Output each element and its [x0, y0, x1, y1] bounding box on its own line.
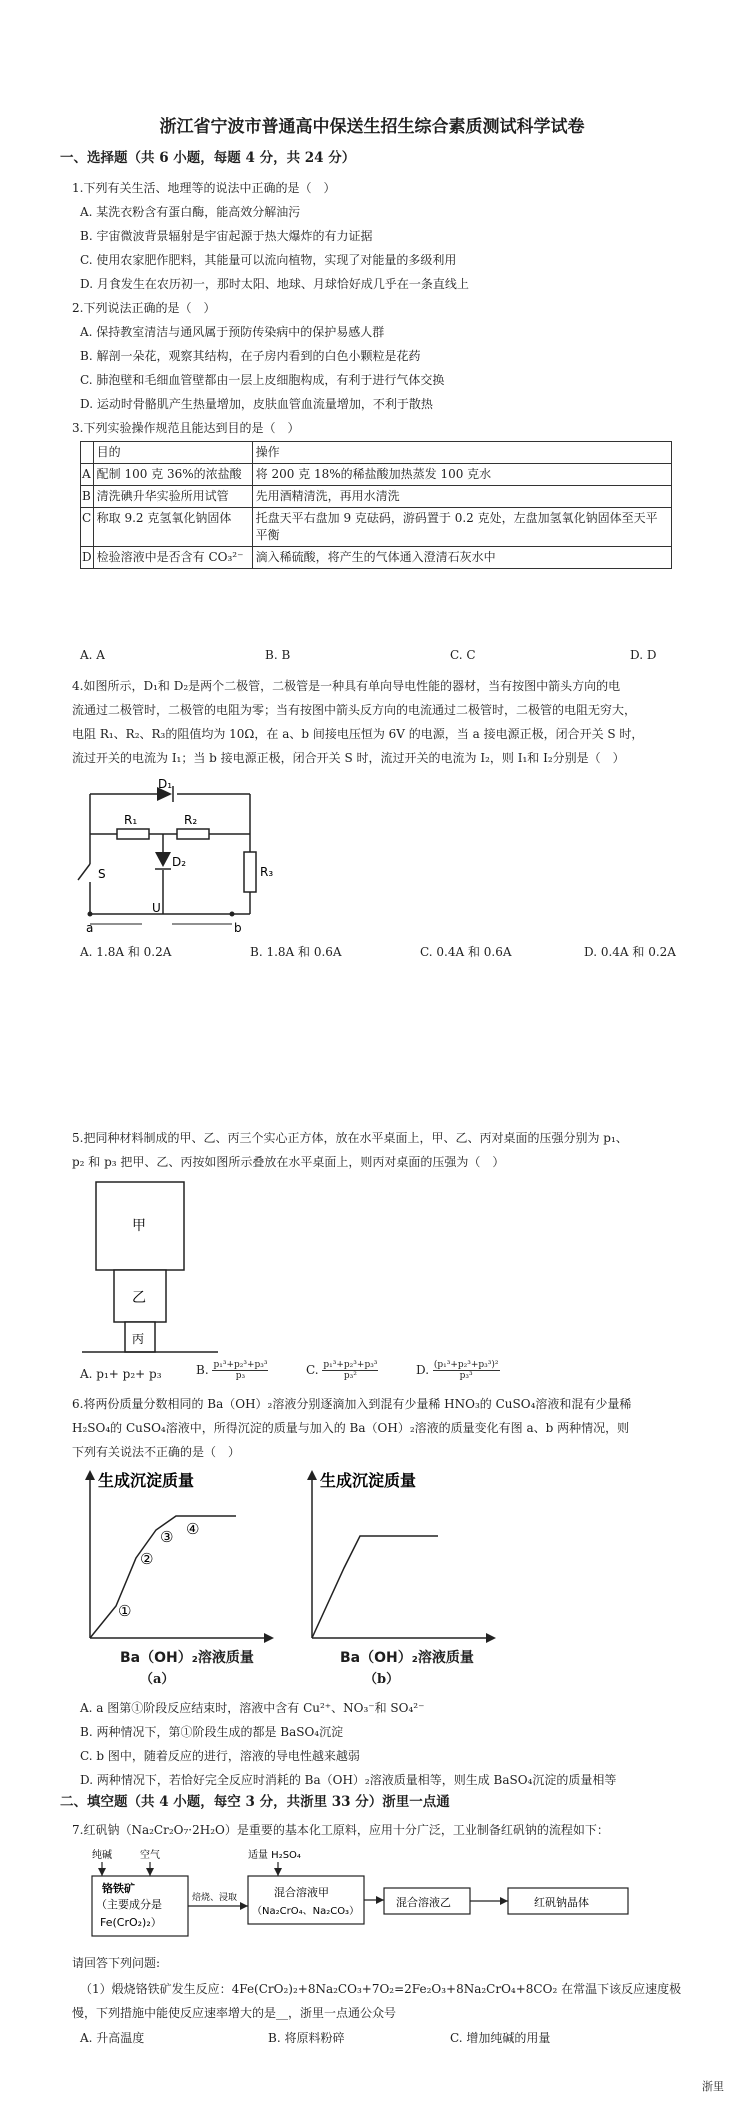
- q6-option-a: A. a 图第①阶段反应结束时，溶液中含有 Cu²⁺、NO₃⁻和 SO₄²⁻: [80, 1701, 425, 1715]
- q3-table: [80, 441, 672, 569]
- q5-option-b: [196, 1360, 268, 1381]
- page-title: 浙江省宁波市普通高中保送生招生综合素质测试科学试卷: [159, 117, 585, 137]
- q4-option-b: B. 1.8A 和 0.6A: [250, 945, 342, 959]
- terminal-a-icon: [88, 912, 93, 917]
- section-2-heading: 二、填空题（共 4 小题，每空 3 分，共浙里 33 分）浙里一点通: [60, 1794, 450, 1810]
- label-d1: D₁: [158, 777, 173, 791]
- q6-option-c: C. b 图中，随着反应的进行，溶液的导电性越来越弱: [80, 1749, 360, 1763]
- q2-option-c: C. 肺泡壁和毛细血管壁都由一层上皮细胞构成，有利于进行气体交换: [80, 373, 445, 387]
- label-b: b: [234, 921, 242, 934]
- table-row: [81, 486, 672, 508]
- table-cell-operation: 先用酒精清洗，再用水清洗: [252, 486, 671, 508]
- q5-option-b-label: B.: [196, 1363, 209, 1377]
- q5-option-c-label: C.: [306, 1363, 319, 1377]
- q7-option-c: C. 增加纯碱的用量: [450, 2031, 551, 2045]
- q4-text-line: 流过开关的电流为 I₁；当 b 接电源正极，闭合开关 S 时，流过开关的电流为 I₂，则 I₁和 I₂分别是（ ）: [72, 751, 625, 765]
- graph-b-caption: （b）: [364, 1672, 400, 1687]
- flow-step1-label: 焙烧、浸取: [192, 1893, 238, 1903]
- q1-option-a: A. 某洗衣粉含有蛋白酶，能高效分解油污: [80, 205, 301, 219]
- table-cell-operation: 将 200 克 18%的稀盐酸加热蒸发 100 克水: [252, 464, 671, 486]
- table-cell-goal: 称取 9.2 克氢氧化钠固体: [93, 508, 252, 547]
- flow-acid-label: 适量 H₂SO₄: [248, 1850, 301, 1861]
- section-1-heading: 一、选择题（共 6 小题，每题 4 分，共 24 分）: [60, 150, 356, 166]
- circuit-diagram: [72, 774, 282, 934]
- diode-d2-icon: [155, 852, 171, 867]
- table-row-label: D: [81, 547, 94, 569]
- table-header-goal: 目的: [93, 442, 252, 464]
- flow-box1-line1: 铬铁矿: [102, 1882, 135, 1895]
- flow-box2-line1: 混合溶液甲: [274, 1886, 329, 1899]
- stacked-blocks-figure: [80, 1178, 220, 1356]
- q4-text-line: 电阻 R₁、R₂、R₃的阻值均为 10Ω，在 a、b 间接电压恒为 6V 的电源，当 a 接电源正极，闭合开关 S 时，: [72, 727, 644, 741]
- q3-option-b: B. B: [265, 648, 291, 662]
- label-r3: R₃: [260, 865, 274, 879]
- q7-text-line: 7.红矾钠（Na₂Cr₂O₇·2H₂O）是重要的基本化工原料，应用十分广泛，工业制备红矾钠的流程如下：: [72, 1823, 609, 1837]
- table-cell: [81, 442, 94, 464]
- flow-input-air: 空气: [140, 1850, 160, 1861]
- q1-option-b: B. 宇宙微波背景辐射是宇宙起源于热大爆炸的有力证据: [80, 229, 373, 243]
- q6-option-b: B. 两种情况下，第①阶段生成的都是 BaSO₄沉淀: [80, 1725, 344, 1739]
- q5-option-d-label: D.: [416, 1363, 430, 1377]
- flow-box1-line2: （主要成分是: [96, 1898, 162, 1911]
- table-cell-goal: 配制 100 克 36%的浓盐酸: [93, 464, 252, 486]
- q1-stem: 1.下列有关生活、地理等的说法中正确的是（ ）: [72, 181, 336, 195]
- label-u: U: [152, 901, 161, 915]
- arrow-down-icon: [274, 1868, 282, 1876]
- q3-stem: 3.下列实验操作规范且能达到目的是（ ）: [72, 421, 300, 435]
- graph-b-xlabel: Ba（OH）₂溶液质量: [340, 1650, 474, 1666]
- q2-option-b: B. 解剖一朵花，观察其结构，在子房内看到的白色小颗粒是花药: [80, 349, 421, 363]
- y-axis-arrow-icon: [85, 1470, 95, 1480]
- graph-a-ylabel: 生成沉淀质量: [98, 1471, 195, 1490]
- q3-option-c: C. C: [450, 648, 476, 662]
- arrow-right-icon: [500, 1897, 508, 1905]
- q3-option-a: A. A: [80, 648, 105, 662]
- arrow-right-icon: [240, 1902, 248, 1910]
- arrow-down-icon: [146, 1868, 154, 1876]
- flow-box4: 红矾钠晶体: [534, 1896, 589, 1909]
- q2-option-a: A. 保持教室清洁与通风属于预防传染病中的保护易感人群: [80, 325, 385, 339]
- q5-text-line: 5.把同种材料制成的甲、乙、丙三个实心正方体，放在水平桌面上，甲、乙、丙对桌面的压强分别为 p₁、: [72, 1131, 628, 1145]
- q4-text-line: 4.如图所示，D₁和 D₂是两个二极管，二极管是一种具有单向导电性能的器材，当有按图中箭头方向的电: [72, 679, 621, 693]
- q1-option-d: D. 月食发生在农历初一，那时太阳、地球、月球恰好成几乎在一条直线上: [80, 277, 469, 291]
- y-axis-arrow-icon: [307, 1470, 317, 1480]
- q5-option-c-numerator: p₁³+p₂³+p₃³: [323, 1360, 378, 1370]
- graph-a-mark-2: ②: [140, 1550, 154, 1568]
- table-row-label: A: [81, 464, 94, 486]
- q5-option-a: A. p₁+ p₂+ p₃: [80, 1367, 162, 1381]
- q6-text-line: H₂SO₄的 CuSO₄溶液中，所得沉淀的质量与加入的 Ba（OH）₂溶液的质量变化有图 a、b 两种情况，则: [72, 1421, 630, 1435]
- table-cell-operation: 托盘天平右盘加 9 克砝码，游码置于 0.2 克处，左盘加氢氧化钠固体至天平平衡: [252, 508, 671, 547]
- label-r1: R₁: [124, 813, 138, 827]
- q5-option-c-denominator: p₃²: [343, 1371, 357, 1381]
- graph-a-caption: （a）: [140, 1672, 175, 1687]
- label-r2: R₂: [184, 813, 198, 827]
- block-jia-label: 甲: [132, 1218, 146, 1234]
- q5-option-d-numerator: (p₁³+p₂³+p₃³)²: [433, 1360, 499, 1370]
- q1-option-c: C. 使用农家肥作肥料，其能量可以流向植物，实现了对能量的多级利用: [80, 253, 457, 267]
- table-cell-goal: 清洗碘升华实验所用试管: [93, 486, 252, 508]
- graph-a: [76, 1468, 276, 1668]
- label-a: a: [86, 921, 94, 934]
- q2-stem: 2.下列说法正确的是（ ）: [72, 301, 216, 315]
- q5-option-c: [306, 1360, 378, 1381]
- table-row: [81, 508, 672, 547]
- graph-b-ylabel: 生成沉淀质量: [320, 1471, 417, 1490]
- block-yi-label: 乙: [132, 1290, 146, 1306]
- terminal-b-icon: [230, 912, 235, 917]
- table-row-label: B: [81, 486, 94, 508]
- table-row: [81, 464, 672, 486]
- arrow-down-icon: [98, 1868, 106, 1876]
- resistor-r2-icon: [177, 829, 209, 839]
- q4-option-a: A. 1.8A 和 0.2A: [80, 945, 172, 959]
- resistor-r3-icon: [244, 852, 256, 892]
- flow-box2-line2: （Na₂CrO₄、Na₂CO₃）: [252, 1906, 360, 1917]
- table-header-operation: 操作: [252, 442, 671, 464]
- label-d2: D₂: [172, 855, 187, 869]
- q5-text-line: p₂ 和 p₃ 把甲、乙、丙按如图所示叠放在水平桌面上，则丙对桌面的压强为（ ）: [72, 1155, 505, 1169]
- resistor-r1-icon: [117, 829, 149, 839]
- q7-option-a: A. 升高温度: [80, 2031, 145, 2045]
- graph-a-mark-1: ①: [118, 1602, 132, 1620]
- q5-option-b-numerator: p₁³+p₂³+p₃³: [213, 1360, 268, 1370]
- q6-text-line: 下列有关说法不正确的是（ ）: [72, 1445, 241, 1459]
- q5-option-b-denominator: p₃: [235, 1371, 246, 1381]
- x-axis-arrow-icon: [264, 1633, 274, 1643]
- flow-chart: [88, 1846, 668, 1946]
- flow-input-soda: 纯碱: [92, 1850, 112, 1861]
- q4-option-c: C. 0.4A 和 0.6A: [420, 945, 512, 959]
- q7-sub1-line1: （1）煅烧铬铁矿发生反应：4Fe(CrO₂)₂+8Na₂CO₃+7O₂=2Fe₂O₃+8Na₂CrO₄+8CO₂ 在常温下该反应速度极: [80, 1982, 682, 1996]
- table-header-row: [81, 442, 672, 464]
- table-row: [81, 547, 672, 569]
- x-axis-arrow-icon: [486, 1633, 496, 1643]
- graph-b-curve: [312, 1536, 438, 1638]
- table-row-label: C: [81, 508, 94, 547]
- table-cell-operation: 滴入稀硫酸，将产生的气体通入澄清石灰水中: [252, 547, 671, 569]
- graph-b: [298, 1468, 498, 1668]
- arrow-right-icon: [376, 1896, 384, 1904]
- q7-sub1-line2: 慢，下列措施中能使反应速率增大的是__，浙里一点通公众号: [72, 2006, 397, 2020]
- q2-option-d: D. 运动时骨骼肌产生热量增加，皮肤血管血流量增加，不利于散热: [80, 397, 433, 411]
- table-cell-goal: 检验溶液中是否含有 CO₃²⁻: [93, 547, 252, 569]
- graph-a-mark-4: ④: [186, 1520, 200, 1538]
- q3-option-d: D. D: [630, 648, 657, 662]
- q6-option-d: D. 两种情况下，若恰好完全反应时消耗的 Ba（OH）₂溶液质量相等，则生成 BaSO₄沉淀的质量相等: [80, 1773, 617, 1787]
- q5-option-d-denominator: p₃³: [459, 1371, 473, 1381]
- flow-box3: 混合溶液乙: [396, 1896, 451, 1909]
- q4-text-line: 流通过二极管时，二极管的电阻为零；当有按图中箭头反方向的电流通过二极管时，二极管的电阻无穷大，: [72, 703, 637, 717]
- flow-box1-line3: Fe(CrO₂)₂）: [100, 1916, 162, 1929]
- page-footer: 浙里: [702, 2080, 724, 2093]
- q7-ask: 请回答下列问题:: [72, 1956, 161, 1970]
- q7-option-b: B. 将原料粉碎: [268, 2031, 345, 2045]
- q4-option-d: D. 0.4A 和 0.2A: [584, 945, 676, 959]
- block-bing-label: 丙: [132, 1332, 145, 1346]
- graph-a-xlabel: Ba（OH）₂溶液质量: [120, 1650, 254, 1666]
- label-s: S: [98, 867, 106, 881]
- graph-a-mark-3: ③: [160, 1528, 174, 1546]
- q5-option-d: [416, 1360, 500, 1381]
- q6-text-line: 6.将两份质量分数相同的 Ba（OH）₂溶液分别逐滴加入到混有少量稀 HNO₃的 CuSO₄溶液和混有少量稀: [72, 1397, 632, 1411]
